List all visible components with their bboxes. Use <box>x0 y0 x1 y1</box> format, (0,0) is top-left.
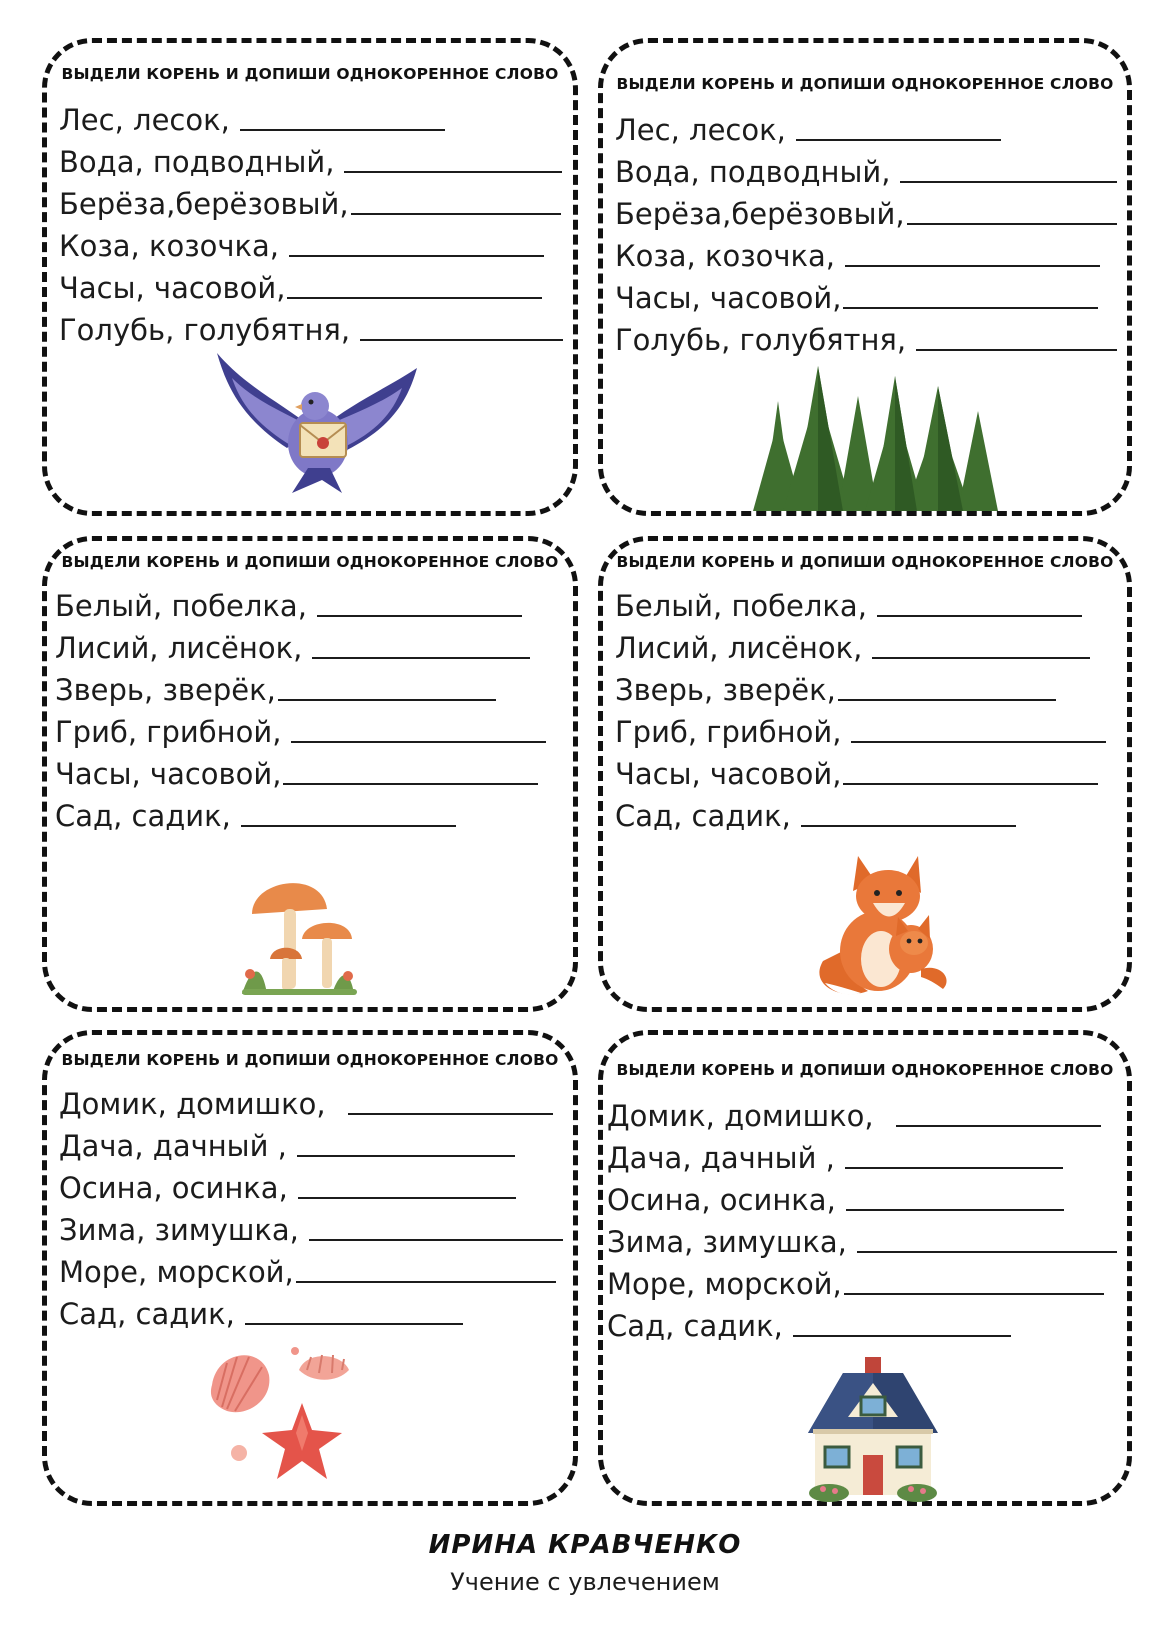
word-list <box>607 1091 1117 1343</box>
card-title: ВЫДЕЛИ КОРЕНЬ И ДОПИШИ ОДНОКОРЕННОЕ СЛОВО <box>61 1051 559 1069</box>
author-name: ИРИНА КРАВЧЕНКО <box>428 1530 742 1560</box>
seashells-starfish-icon <box>207 1345 367 1485</box>
house-icon <box>803 1355 943 1505</box>
word-pair: Берёза,берёзовый, <box>59 187 349 221</box>
fir-forest-icon <box>733 361 1003 511</box>
word-pair: Зима, зимушка, <box>59 1213 299 1247</box>
mushrooms-icon <box>242 864 357 999</box>
word-row <box>615 623 1117 665</box>
word-row <box>59 1289 563 1331</box>
word-row <box>55 749 563 791</box>
answer-line[interactable] <box>291 741 546 743</box>
word-pair: Белый, побелка, <box>55 589 307 623</box>
word-row <box>59 95 563 137</box>
answer-line[interactable] <box>838 699 1056 701</box>
answer-line[interactable] <box>857 1251 1117 1253</box>
word-row <box>615 189 1117 231</box>
word-pair: Море, морской, <box>59 1255 294 1289</box>
answer-line[interactable] <box>843 783 1098 785</box>
answer-line[interactable] <box>844 1293 1104 1295</box>
word-row <box>615 707 1117 749</box>
word-pair: Осина, осинка, <box>59 1171 288 1205</box>
word-row <box>615 273 1117 315</box>
word-row <box>55 791 563 833</box>
word-pair: Вода, подводный, <box>615 155 891 189</box>
word-row <box>55 581 563 623</box>
exercise-card-1 <box>42 38 578 516</box>
word-row <box>59 137 563 179</box>
answer-line[interactable] <box>351 213 561 215</box>
word-pair: Часы, часовой, <box>59 271 286 305</box>
word-list <box>55 581 563 833</box>
answer-line[interactable] <box>360 339 563 341</box>
word-row <box>59 1163 563 1205</box>
word-pair: Вода, подводный, <box>59 145 335 179</box>
pigeon-with-letter-icon <box>212 348 422 498</box>
answer-line[interactable] <box>283 783 538 785</box>
word-row <box>615 791 1117 833</box>
answer-line[interactable] <box>317 615 522 617</box>
word-pair: Дача, дачный , <box>607 1141 835 1175</box>
word-pair: Часы, часовой, <box>55 757 282 791</box>
word-pair: Домик, домишко, <box>607 1099 874 1133</box>
answer-line[interactable] <box>348 1113 553 1115</box>
answer-line[interactable] <box>916 349 1117 351</box>
card-title: ВЫДЕЛИ КОРЕНЬ И ДОПИШИ ОДНОКОРЕННОЕ СЛОВО <box>61 553 559 571</box>
word-row <box>607 1301 1117 1343</box>
answer-line[interactable] <box>801 825 1016 827</box>
answer-line[interactable] <box>245 1323 463 1325</box>
word-pair: Гриб, грибной, <box>615 715 842 749</box>
answer-line[interactable] <box>296 1281 556 1283</box>
answer-line[interactable] <box>843 307 1098 309</box>
word-row <box>607 1091 1117 1133</box>
word-pair: Лисий, лисёнок, <box>55 631 303 665</box>
answer-line[interactable] <box>793 1335 1011 1337</box>
answer-line[interactable] <box>900 181 1117 183</box>
word-pair: Голубь, голубятня, <box>615 323 907 357</box>
answer-line[interactable] <box>287 297 542 299</box>
answer-line[interactable] <box>877 615 1082 617</box>
word-row <box>55 665 563 707</box>
answer-line[interactable] <box>796 139 1001 141</box>
word-pair: Зверь, зверёк, <box>615 673 836 707</box>
word-row <box>615 315 1117 357</box>
word-row <box>59 1205 563 1247</box>
word-pair: Сад, садик, <box>615 799 791 833</box>
answer-line[interactable] <box>344 171 562 173</box>
word-pair: Лисий, лисёнок, <box>615 631 863 665</box>
word-pair: Домик, домишко, <box>59 1087 326 1121</box>
answer-line[interactable] <box>845 265 1100 267</box>
card-title: ВЫДЕЛИ КОРЕНЬ И ДОПИШИ ОДНОКОРЕННОЕ СЛОВО <box>616 1061 1114 1079</box>
word-pair: Лес, лесок, <box>615 113 786 147</box>
exercise-card-4 <box>598 536 1132 1012</box>
word-pair: Дача, дачный , <box>59 1129 287 1163</box>
answer-line[interactable] <box>240 129 445 131</box>
word-pair: Сад, садик, <box>55 799 231 833</box>
word-pair: Коза, козочка, <box>615 239 836 273</box>
word-list <box>59 1079 563 1331</box>
word-row <box>59 1247 563 1289</box>
word-pair: Зима, зимушка, <box>607 1225 847 1259</box>
word-row <box>607 1217 1117 1259</box>
word-row <box>59 179 563 221</box>
word-row <box>55 707 563 749</box>
answer-line[interactable] <box>896 1125 1101 1127</box>
word-row <box>55 623 563 665</box>
word-row <box>59 305 563 347</box>
word-list <box>59 95 563 347</box>
word-list <box>615 105 1117 357</box>
answer-line[interactable] <box>312 657 530 659</box>
word-row <box>59 1079 563 1121</box>
card-title: ВЫДЕЛИ КОРЕНЬ И ДОПИШИ ОДНОКОРЕННОЕ СЛОВО <box>616 553 1114 571</box>
author-tagline: Учение с увлечением <box>450 1568 720 1596</box>
answer-line[interactable] <box>241 825 456 827</box>
word-pair: Коза, козочка, <box>59 229 280 263</box>
word-row <box>615 749 1117 791</box>
answer-line[interactable] <box>298 1197 516 1199</box>
word-pair: Берёза,берёзовый, <box>615 197 905 231</box>
exercise-card-5 <box>42 1030 578 1506</box>
answer-line[interactable] <box>851 741 1106 743</box>
word-list <box>615 581 1117 833</box>
answer-line[interactable] <box>907 223 1117 225</box>
exercise-card-3 <box>42 536 578 1012</box>
word-row <box>59 1121 563 1163</box>
word-row <box>615 231 1117 273</box>
word-pair: Сад, садик, <box>59 1297 235 1331</box>
word-pair: Море, морской, <box>607 1267 842 1301</box>
word-row <box>615 147 1117 189</box>
answer-line[interactable] <box>297 1155 515 1157</box>
word-row <box>59 263 563 305</box>
answer-line[interactable] <box>872 657 1090 659</box>
card-title: ВЫДЕЛИ КОРЕНЬ И ДОПИШИ ОДНОКОРЕННОЕ СЛОВО <box>616 75 1114 93</box>
word-row <box>607 1133 1117 1175</box>
word-pair: Осина, осинка, <box>607 1183 836 1217</box>
answer-line[interactable] <box>278 699 496 701</box>
word-pair: Зверь, зверёк, <box>55 673 276 707</box>
word-pair: Часы, часовой, <box>615 281 842 315</box>
word-row <box>607 1175 1117 1217</box>
word-row <box>615 581 1117 623</box>
exercise-card-6 <box>598 1030 1132 1506</box>
word-row <box>615 665 1117 707</box>
word-pair: Лес, лесок, <box>59 103 230 137</box>
word-pair: Голубь, голубятня, <box>59 313 351 347</box>
answer-line[interactable] <box>846 1209 1064 1211</box>
fox-with-cub-icon <box>813 851 953 999</box>
word-row <box>615 105 1117 147</box>
word-pair: Сад, садик, <box>607 1309 783 1343</box>
answer-line[interactable] <box>845 1167 1063 1169</box>
exercise-card-2 <box>598 38 1132 516</box>
word-pair: Белый, побелка, <box>615 589 867 623</box>
answer-line[interactable] <box>289 255 544 257</box>
word-pair: Часы, часовой, <box>615 757 842 791</box>
word-row <box>59 221 563 263</box>
word-pair: Гриб, грибной, <box>55 715 282 749</box>
word-row <box>607 1259 1117 1301</box>
answer-line[interactable] <box>309 1239 563 1241</box>
card-title: ВЫДЕЛИ КОРЕНЬ И ДОПИШИ ОДНОКОРЕННОЕ СЛОВО <box>61 65 559 83</box>
